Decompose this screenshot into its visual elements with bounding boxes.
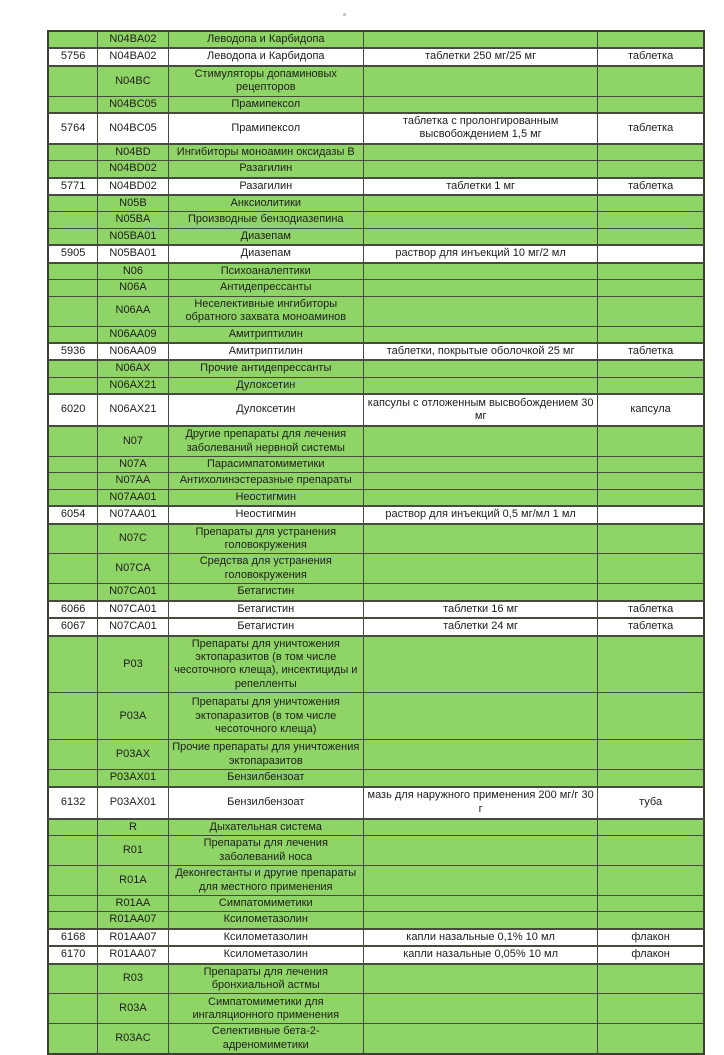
table-row — [48, 896, 704, 912]
name-cell: Ксилометазолин — [168, 946, 363, 963]
atc-code-cell: N06A — [98, 280, 168, 296]
dosage-form-cell — [364, 554, 598, 584]
unit-cell — [598, 506, 704, 523]
item-number-cell — [48, 296, 98, 326]
item-number-cell — [48, 456, 98, 472]
item-number-cell — [48, 426, 98, 456]
table-row — [48, 964, 704, 994]
atc-code-cell: N04BC05 — [98, 96, 168, 113]
item-number-cell: 5764 — [48, 113, 98, 144]
item-number-cell — [48, 819, 98, 836]
name-cell: Бензилбензоат — [168, 770, 363, 787]
item-number-cell — [48, 326, 98, 343]
dosage-form-cell: капли назальные 0,1% 10 мл — [364, 929, 598, 946]
atc-code-cell: N04BD02 — [98, 178, 168, 195]
table-row — [48, 377, 704, 394]
atc-code-cell: N07 — [98, 426, 168, 456]
name-cell: Амитриптилин — [168, 343, 363, 360]
table-row — [48, 113, 704, 144]
item-number-cell: 6066 — [48, 601, 98, 618]
name-cell: Дыхательная система — [168, 819, 363, 836]
unit-cell — [598, 896, 704, 912]
name-cell: Селективные бета-2-адреномиметики — [168, 1024, 363, 1054]
table-row — [48, 770, 704, 787]
table-row — [48, 144, 704, 161]
unit-cell — [598, 994, 704, 1024]
item-number-cell — [48, 212, 98, 228]
name-cell: Бетагистин — [168, 601, 363, 618]
dosage-form-cell: таблетки, покрытые оболочкой 25 мг — [364, 343, 598, 360]
dosage-form-cell — [364, 584, 598, 601]
unit-cell — [598, 964, 704, 994]
atc-code-cell: R01AA — [98, 896, 168, 912]
dosage-form-cell — [364, 770, 598, 787]
name-cell: Амитриптилин — [168, 326, 363, 343]
unit-cell — [598, 740, 704, 770]
unit-cell — [598, 524, 704, 554]
dosage-form-cell: капсулы с отложенным высвобождением 30 мг — [364, 394, 598, 426]
table-row — [48, 280, 704, 296]
atc-drug-classification-table — [47, 30, 705, 1055]
atc-code-cell: N06AA09 — [98, 343, 168, 360]
table-row — [48, 693, 704, 740]
table-row — [48, 912, 704, 929]
name-cell: Психоаналептики — [168, 263, 363, 280]
name-cell: Препараты для лечения заболеваний носа — [168, 836, 363, 866]
unit-cell — [598, 912, 704, 929]
unit-cell — [598, 144, 704, 161]
atc-code-cell: P03AX01 — [98, 787, 168, 819]
atc-code-cell: N06AA09 — [98, 326, 168, 343]
dosage-form-cell — [364, 212, 598, 228]
table-row — [48, 394, 704, 426]
item-number-cell: 6020 — [48, 394, 98, 426]
name-cell: Неостигмин — [168, 506, 363, 523]
table-row — [48, 601, 704, 618]
item-number-cell — [48, 489, 98, 506]
item-number-cell — [48, 1024, 98, 1054]
table-row — [48, 326, 704, 343]
unit-cell: таблетка — [598, 113, 704, 144]
name-cell: Дулоксетин — [168, 377, 363, 394]
unit-cell: таблетка — [598, 343, 704, 360]
unit-cell — [598, 693, 704, 740]
table-row — [48, 740, 704, 770]
scan-speck — [343, 13, 346, 16]
name-cell: Прочие препараты для уничтожения эктопаразитов — [168, 740, 363, 770]
item-number-cell — [48, 636, 98, 693]
item-number-cell — [48, 584, 98, 601]
dosage-form-cell — [364, 836, 598, 866]
item-number-cell — [48, 770, 98, 787]
table-row — [48, 473, 704, 489]
item-number-cell — [48, 866, 98, 896]
table-row — [48, 263, 704, 280]
dosage-form-cell — [364, 489, 598, 506]
dosage-form-cell: таблетки 24 мг — [364, 618, 598, 635]
name-cell: Симпатомиметики для ингаляционного применения — [168, 994, 363, 1024]
dosage-form-cell — [364, 360, 598, 377]
unit-cell — [598, 195, 704, 212]
atc-code-cell: N07CA01 — [98, 601, 168, 618]
dosage-form-cell — [364, 144, 598, 161]
name-cell: Анксиолитики — [168, 195, 363, 212]
item-number-cell — [48, 836, 98, 866]
atc-code-cell: N05BA — [98, 212, 168, 228]
dosage-form-cell — [364, 636, 598, 693]
name-cell: Леводопа и Карбидопа — [168, 48, 363, 65]
name-cell: Ингибиторы моноамин оксидазы В — [168, 144, 363, 161]
item-number-cell — [48, 377, 98, 394]
item-number-cell — [48, 280, 98, 296]
item-number-cell — [48, 161, 98, 178]
item-number-cell: 6132 — [48, 787, 98, 819]
table-row — [48, 48, 704, 65]
dosage-form-cell: раствор для инъекций 10 мг/2 мл — [364, 245, 598, 262]
item-number-cell — [48, 994, 98, 1024]
item-number-cell — [48, 263, 98, 280]
name-cell: Леводопа и Карбидопа — [168, 31, 363, 48]
table-row — [48, 636, 704, 693]
name-cell: Прамипексол — [168, 113, 363, 144]
unit-cell: флакон — [598, 929, 704, 946]
unit-cell — [598, 636, 704, 693]
table-row — [48, 929, 704, 946]
unit-cell — [598, 584, 704, 601]
name-cell: Препараты для уничтожения эктопаразитов (в том числе чесоточного клеща), инсектициды и репелленты — [168, 636, 363, 693]
table-row — [48, 161, 704, 178]
item-number-cell: 5756 — [48, 48, 98, 65]
atc-code-cell: P03 — [98, 636, 168, 693]
atc-code-cell: N06AX21 — [98, 377, 168, 394]
atc-code-cell: N06AX21 — [98, 394, 168, 426]
table-row — [48, 96, 704, 113]
atc-code-cell: N04BA02 — [98, 48, 168, 65]
dosage-form-cell: раствор для инъекций 0,5 мг/мл 1 мл — [364, 506, 598, 523]
table-row — [48, 994, 704, 1024]
table-row — [48, 66, 704, 96]
table-row — [48, 212, 704, 228]
unit-cell — [598, 296, 704, 326]
dosage-form-cell — [364, 456, 598, 472]
dosage-form-cell — [364, 263, 598, 280]
table-row — [48, 343, 704, 360]
table-row — [48, 524, 704, 554]
table-row — [48, 245, 704, 262]
dosage-form-cell — [364, 740, 598, 770]
unit-cell — [598, 770, 704, 787]
table-row — [48, 618, 704, 635]
unit-cell — [598, 426, 704, 456]
unit-cell: таблетка — [598, 178, 704, 195]
table-body — [48, 31, 704, 1054]
name-cell: Бензилбензоат — [168, 787, 363, 819]
unit-cell — [598, 377, 704, 394]
atc-code-cell: N04BD02 — [98, 161, 168, 178]
atc-code-cell: N07A — [98, 456, 168, 472]
atc-code-cell: N07AA — [98, 473, 168, 489]
item-number-cell — [48, 66, 98, 96]
name-cell: Деконгестанты и другие препараты для местного применения — [168, 866, 363, 896]
name-cell: Производные бензодиазепина — [168, 212, 363, 228]
dosage-form-cell — [364, 66, 598, 96]
table-row — [48, 195, 704, 212]
atc-code-cell: N04BC05 — [98, 113, 168, 144]
table-row — [48, 946, 704, 963]
atc-code-cell: P03AX01 — [98, 770, 168, 787]
dosage-form-cell — [364, 866, 598, 896]
unit-cell — [598, 866, 704, 896]
table-row — [48, 426, 704, 456]
atc-code-cell: R03A — [98, 994, 168, 1024]
item-number-cell — [48, 740, 98, 770]
unit-cell: капсула — [598, 394, 704, 426]
name-cell: Антидепрессанты — [168, 280, 363, 296]
unit-cell — [598, 1024, 704, 1054]
dosage-form-cell — [364, 161, 598, 178]
unit-cell — [598, 263, 704, 280]
item-number-cell — [48, 896, 98, 912]
unit-cell — [598, 66, 704, 96]
name-cell: Прамипексол — [168, 96, 363, 113]
atc-code-cell: R01A — [98, 866, 168, 896]
unit-cell — [598, 456, 704, 472]
unit-cell — [598, 326, 704, 343]
dosage-form-cell — [364, 693, 598, 740]
dosage-form-cell — [364, 296, 598, 326]
table-row — [48, 866, 704, 896]
item-number-cell — [48, 228, 98, 245]
table-row — [48, 584, 704, 601]
dosage-form-cell — [364, 819, 598, 836]
name-cell: Антихолинэстеразные препараты — [168, 473, 363, 489]
table-row — [48, 178, 704, 195]
atc-code-cell: N06 — [98, 263, 168, 280]
atc-code-cell: N05B — [98, 195, 168, 212]
dosage-form-cell — [364, 1024, 598, 1054]
atc-code-cell: R01AA07 — [98, 912, 168, 929]
unit-cell — [598, 489, 704, 506]
atc-code-cell: R — [98, 819, 168, 836]
name-cell: Разагилин — [168, 161, 363, 178]
unit-cell — [598, 31, 704, 48]
table-row — [48, 1024, 704, 1054]
unit-cell: таблетка — [598, 618, 704, 635]
table-row — [48, 228, 704, 245]
unit-cell — [598, 473, 704, 489]
atc-code-cell: N06AA — [98, 296, 168, 326]
unit-cell: туба — [598, 787, 704, 819]
unit-cell — [598, 280, 704, 296]
item-number-cell — [48, 195, 98, 212]
dosage-form-cell — [364, 426, 598, 456]
dosage-form-cell — [364, 195, 598, 212]
unit-cell — [598, 161, 704, 178]
name-cell: Прочие антидепрессанты — [168, 360, 363, 377]
item-number-cell — [48, 144, 98, 161]
dosage-form-cell — [364, 524, 598, 554]
atc-code-cell: N06AX — [98, 360, 168, 377]
dosage-form-cell — [364, 994, 598, 1024]
unit-cell — [598, 245, 704, 262]
dosage-form-cell — [364, 912, 598, 929]
dosage-form-cell: капли назальные 0,05% 10 мл — [364, 946, 598, 963]
dosage-form-cell — [364, 326, 598, 343]
item-number-cell — [48, 964, 98, 994]
name-cell: Ксилометазолин — [168, 912, 363, 929]
dosage-form-cell — [364, 31, 598, 48]
name-cell: Препараты для устранения головокружения — [168, 524, 363, 554]
item-number-cell: 6054 — [48, 506, 98, 523]
dosage-form-cell: таблетки 1 мг — [364, 178, 598, 195]
item-number-cell: 5905 — [48, 245, 98, 262]
dosage-form-cell — [364, 964, 598, 994]
name-cell: Другие препараты для лечения заболеваний нервной системы — [168, 426, 363, 456]
atc-code-cell: N04BA02 — [98, 31, 168, 48]
dosage-form-cell: таблетки 16 мг — [364, 601, 598, 618]
table-row — [48, 31, 704, 48]
item-number-cell — [48, 96, 98, 113]
item-number-cell — [48, 554, 98, 584]
item-number-cell: 5936 — [48, 343, 98, 360]
table-row — [48, 296, 704, 326]
table-row — [48, 506, 704, 523]
table-row — [48, 836, 704, 866]
name-cell: Бетагистин — [168, 584, 363, 601]
name-cell: Диазепам — [168, 245, 363, 262]
name-cell: Симпатомиметики — [168, 896, 363, 912]
atc-code-cell: R01AA07 — [98, 929, 168, 946]
name-cell: Диазепам — [168, 228, 363, 245]
atc-code-cell: N04BD — [98, 144, 168, 161]
atc-code-cell: N05BA01 — [98, 228, 168, 245]
unit-cell: флакон — [598, 946, 704, 963]
unit-cell: таблетка — [598, 48, 704, 65]
atc-code-cell: N07AA01 — [98, 489, 168, 506]
name-cell: Дулоксетин — [168, 394, 363, 426]
dosage-form-cell — [364, 228, 598, 245]
table-row — [48, 360, 704, 377]
atc-code-cell: N07CA01 — [98, 584, 168, 601]
item-number-cell — [48, 31, 98, 48]
table-row — [48, 489, 704, 506]
atc-code-cell: N07CA — [98, 554, 168, 584]
atc-code-cell: P03AX — [98, 740, 168, 770]
name-cell: Неселективные ингибиторы обратного захвата моноаминов — [168, 296, 363, 326]
atc-code-cell: R03AC — [98, 1024, 168, 1054]
unit-cell — [598, 819, 704, 836]
atc-code-cell: R03 — [98, 964, 168, 994]
dosage-form-cell — [364, 377, 598, 394]
item-number-cell — [48, 360, 98, 377]
atc-code-cell: N07CA01 — [98, 618, 168, 635]
table-row — [48, 819, 704, 836]
item-number-cell — [48, 693, 98, 740]
unit-cell — [598, 554, 704, 584]
unit-cell — [598, 96, 704, 113]
dosage-form-cell: таблетка с пролонгированным высвобождением 1,5 мг — [364, 113, 598, 144]
name-cell: Ксилометазолин — [168, 929, 363, 946]
name-cell: Разагилин — [168, 178, 363, 195]
item-number-cell — [48, 912, 98, 929]
item-number-cell: 6067 — [48, 618, 98, 635]
dosage-form-cell: мазь для наружного применения 200 мг/г 30 г — [364, 787, 598, 819]
name-cell: Парасимпатомиметики — [168, 456, 363, 472]
item-number-cell: 6168 — [48, 929, 98, 946]
atc-code-cell: N05BA01 — [98, 245, 168, 262]
atc-code-cell: N04BC — [98, 66, 168, 96]
atc-code-cell: N07AA01 — [98, 506, 168, 523]
name-cell: Средства для устранения головокружения — [168, 554, 363, 584]
dosage-form-cell — [364, 280, 598, 296]
dosage-form-cell: таблетки 250 мг/25 мг — [364, 48, 598, 65]
item-number-cell: 6170 — [48, 946, 98, 963]
name-cell: Стимуляторы допаминовых рецепторов — [168, 66, 363, 96]
unit-cell — [598, 836, 704, 866]
dosage-form-cell — [364, 896, 598, 912]
item-number-cell — [48, 473, 98, 489]
table-row — [48, 554, 704, 584]
atc-code-cell: R01 — [98, 836, 168, 866]
unit-cell: таблетка — [598, 601, 704, 618]
name-cell: Бетагистин — [168, 618, 363, 635]
table-row — [48, 456, 704, 472]
atc-code-cell: N07C — [98, 524, 168, 554]
dosage-form-cell — [364, 96, 598, 113]
table-row — [48, 787, 704, 819]
item-number-cell: 5771 — [48, 178, 98, 195]
unit-cell — [598, 228, 704, 245]
unit-cell — [598, 212, 704, 228]
name-cell: Неостигмин — [168, 489, 363, 506]
atc-code-cell: P03A — [98, 693, 168, 740]
dosage-form-cell — [364, 473, 598, 489]
name-cell: Препараты для лечения бронхиальной астмы — [168, 964, 363, 994]
atc-code-cell: R01AA07 — [98, 946, 168, 963]
name-cell: Препараты для уничтожения эктопаразитов (в том числе чесоточного клеща) — [168, 693, 363, 740]
unit-cell — [598, 360, 704, 377]
item-number-cell — [48, 524, 98, 554]
